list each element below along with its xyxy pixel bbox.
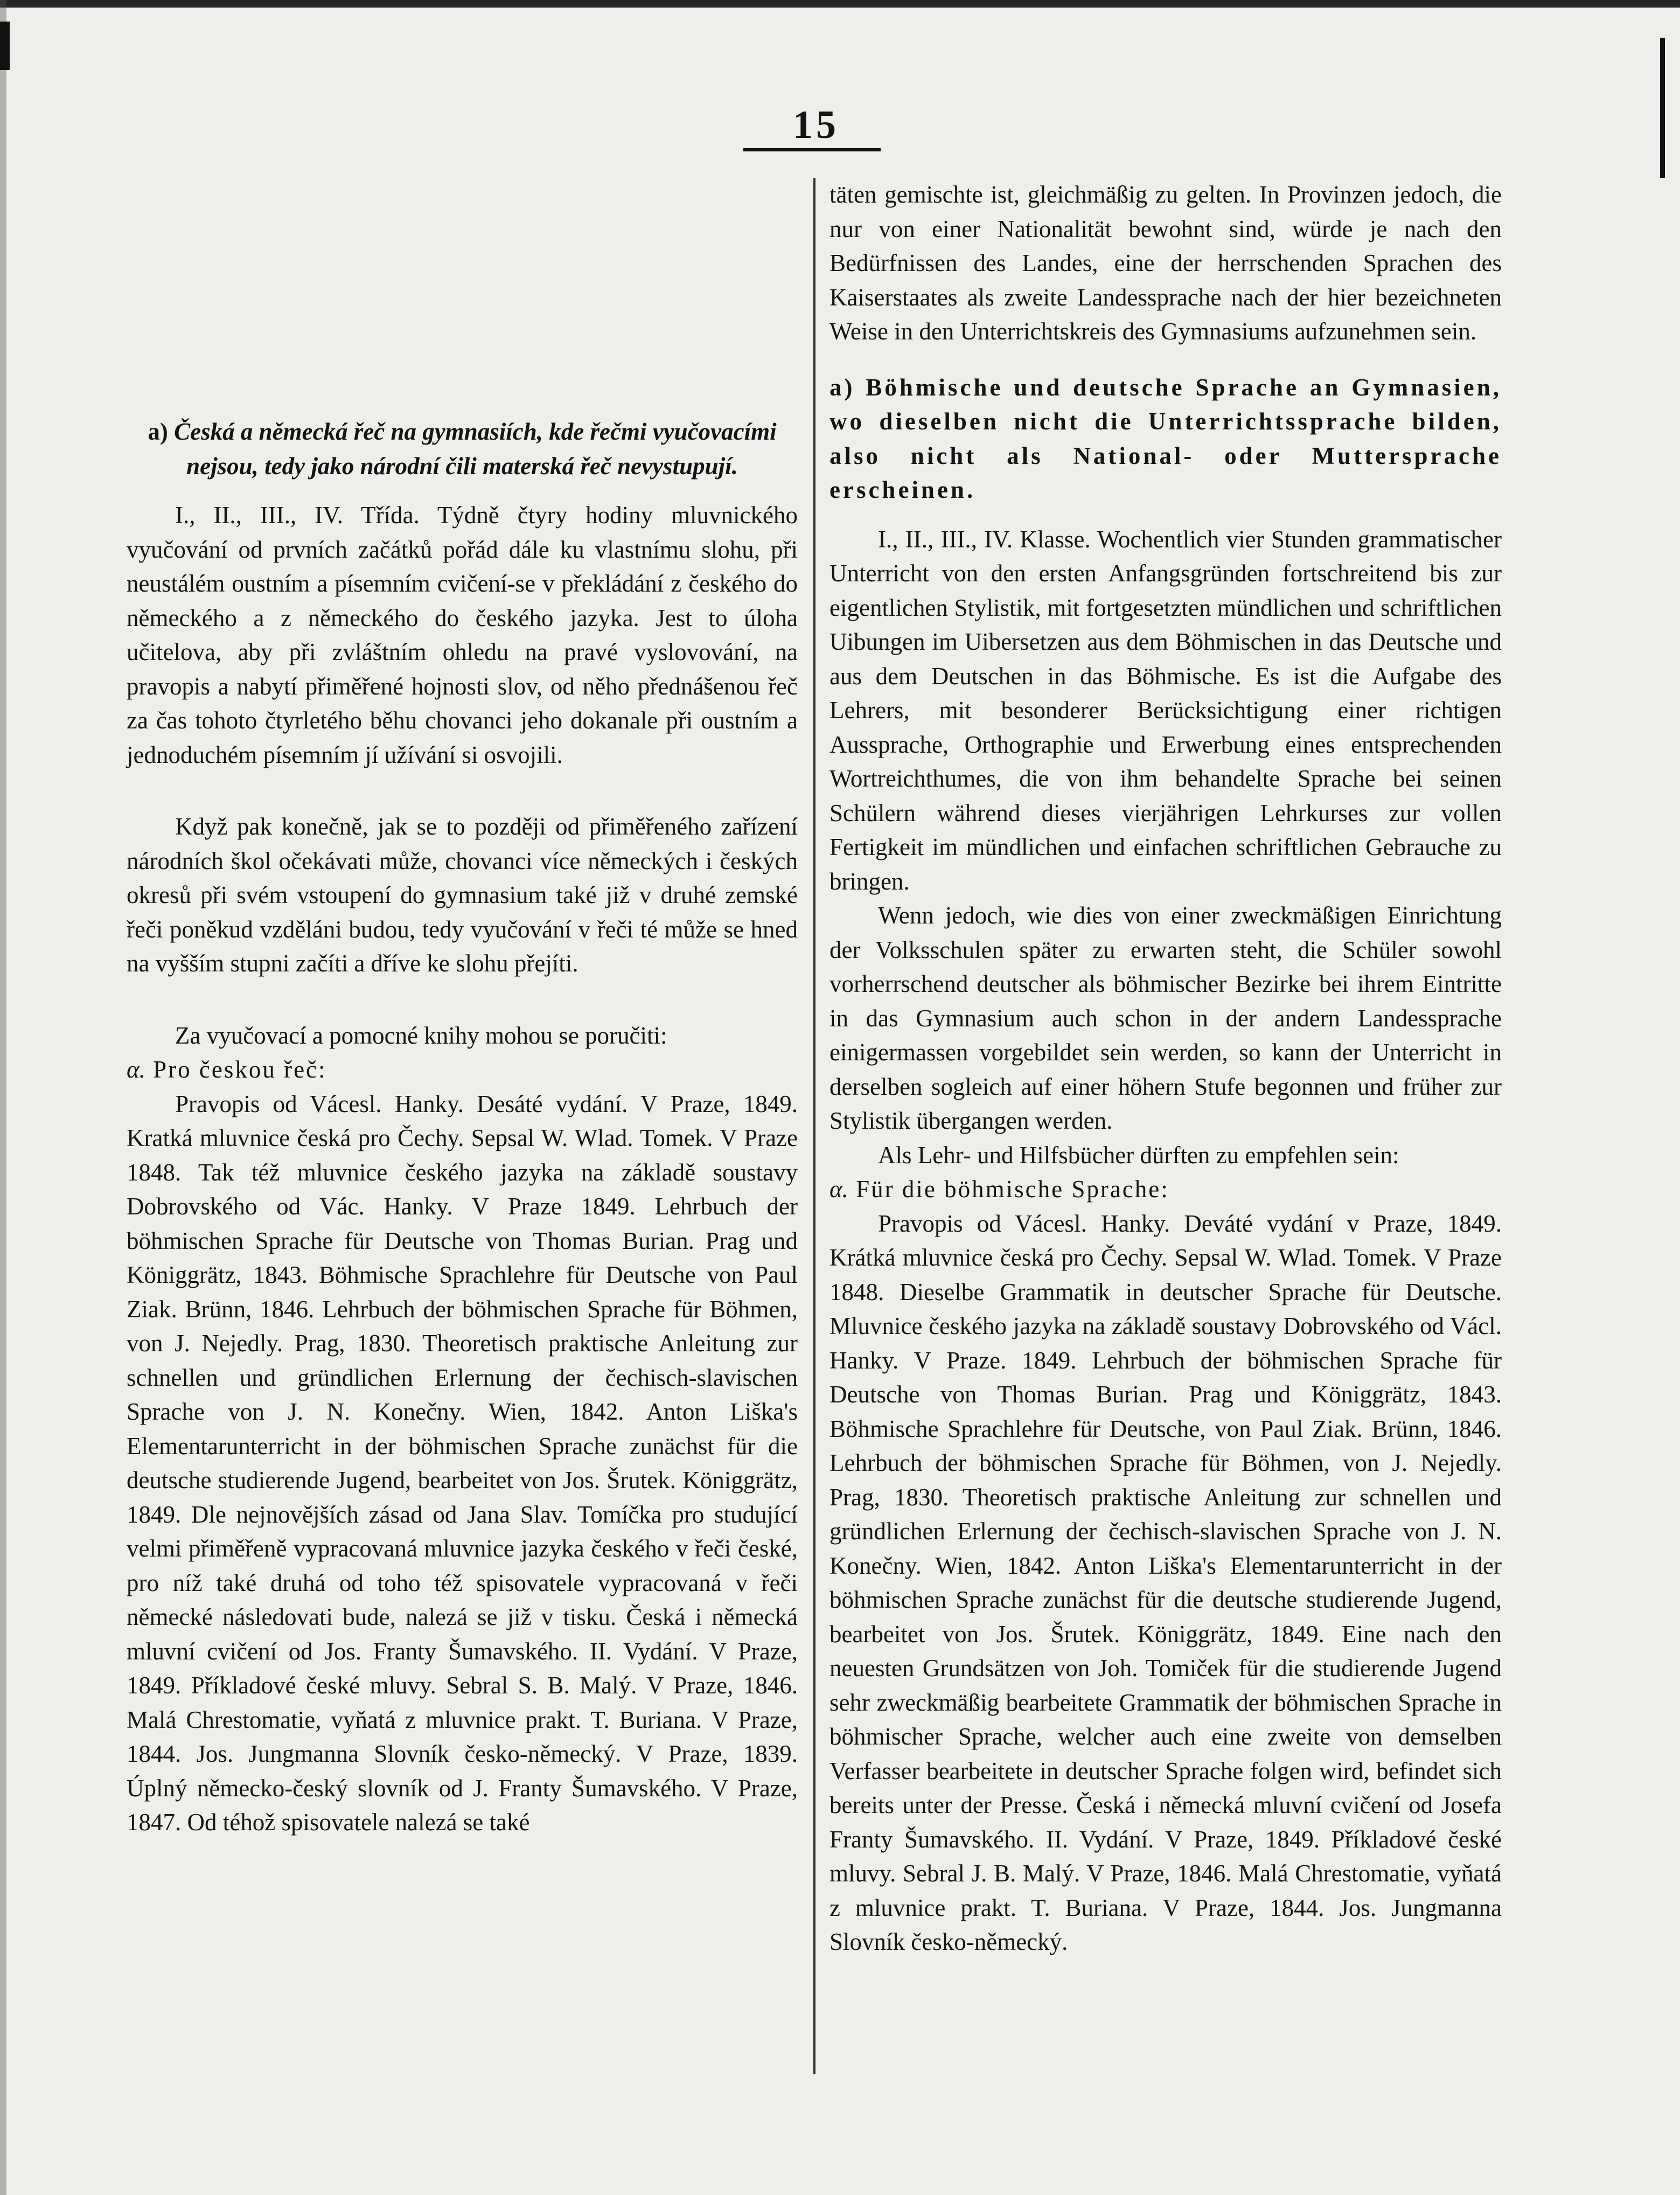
left-books-section-title	[127, 1053, 798, 1087]
left-column	[127, 415, 798, 1840]
left-heading-text: Česká a německá řeč na gymnasiích, kde řečmi vyučovacími nejsou, tedy jako národní čili materská řeč nevystupují.	[174, 418, 777, 480]
right-paragraph-2: Wenn jedoch, wie dies von einer zweckmäßigen Einrichtung der Volksschulen später zu erwarten steht, die Schüler sowohl vorherrschend deutscher als böhmischer Bezirke bei ihrem Eintritte in das Gymnasium auch schon in der andern Landessprache einigermassen vorgebildet sein werden, so kann der Unterricht in derselben sogleich auf einer höhern Stufe begonnen und früher zur Stylistik übergangen werden.	[829, 902, 1502, 1134]
right-paragraph-1: I., II., III., IV. Klasse. Wochentlich vier Stunden grammatischer Unterricht von den ersten Anfangsgründen fortschreitend bis zur eigentlichen Stylistik, mit fortgesetzten mündlichen und schriftlichen Uibungen im Uibersetzen aus dem Böhmischen in das Deutsche und aus dem Deutschen in das Böhmische. Es ist die Aufgabe des Lehrers, mit besonderer Berücksichtigung einer richtigen Aussprache, Orthographie und Erwerbung eines entsprechenden Wortreichthumes, die von ihm behandelte Sprache bei seinen Schülern während dieses vierjährigen Lehrkurses zur vollen Fertigkeit im mündlichen und einfachen schriftlichen Gebrauche zu bringen.	[829, 525, 1502, 895]
right-intro-paragraph: täten gemischte ist, gleichmäßig zu gelten. In Provinzen jedoch, die nur von einer Nationalität bewohnt sind, würde je nach den Bedürfnissen des Landes, eine der herrschenden Sprachen des Kaiserstaates als zweite Landessprache nach der hier bezeichneten Weise in den Unterrichtskreis des Gymnasiums aufzunehmen sein.	[829, 181, 1502, 345]
binding-mark-right	[1660, 38, 1665, 178]
right-books-intro: Als Lehr- und Hilfsbücher dürften zu empfehlen sein:	[878, 1141, 1399, 1169]
left-books-intro: Za vyučovací a pomocné knihy mohou se poručiti:	[175, 1022, 667, 1049]
left-paragraph-2: Když pak konečně, jak se to později od přiměřeného zařízení národních škol očekávati může, chovanci více německých i českých okresů při svém vstoupení do gymnasium také již v druhé zemské řeči poněkud vzděláni budou, tedy vyučování v řeči té může se hned na vyšším stupni začíti a dříve ke slohu přejíti.	[127, 813, 798, 977]
left-section-heading	[127, 415, 798, 483]
bleed-through-text	[127, 178, 800, 383]
binding-mark-left	[0, 22, 10, 70]
page-number: 15	[793, 103, 839, 147]
column-divider	[813, 178, 815, 2074]
right-section-alpha: α.	[829, 1176, 848, 1203]
scan-edge-left	[0, 0, 6, 2195]
left-section-title-text: Pro českou řeč:	[153, 1056, 327, 1083]
right-section-heading: a) Böhmische und deutsche Sprache an Gymnasien, wo dieselben nicht die Unterrichtssprache bilden, also nicht als National- oder Muttersprache erscheinen.	[829, 373, 1502, 503]
right-column	[829, 178, 1502, 1960]
right-section-title-text: Für die böhmische Sprache:	[856, 1176, 1169, 1203]
left-heading-prefix: a)	[148, 418, 168, 445]
right-books-section-title	[829, 1172, 1502, 1207]
right-books-list: Pravopis od Vácesl. Hanky. Deváté vydání v Praze, 1849. Krátká mluvnice česká pro Čechy. Sepsal W. Wlad. Tomek. V Praze 1848. Dieselbe Grammatik in deutscher Sprache für Deutsche. Mluvnice českého jazyka na základě soustavy Dobrovského od Václ. Hanky. V Praze. 1849. Lehrbuch der böhmischen Sprache für Deutsche von Thomas Burian. Prag und Königgrätz, 1843. Böhmische Sprachlehre für Deutsche, von Paul Ziak. Brünn, 1846. Lehrbuch der böhmischen Sprache für Böhmen, von J. Nejedly. Prag, 1830. Theoretisch praktische Anleitung zur schnellen und gründlichen Erlernung der čechisch-slavischen Sprache von J. N. Konečny. Wien, 1842. Anton Liška's Elementarunterricht in der böhmischen Sprache zunächst für die deutsche studierende Jugend, bearbeitet von Jos. Šrutek. Königgrätz, 1849. Eine nach den neuesten Grundsätzen von Joh. Tomiček für die studierende Jugend sehr zweckmäßig bearbeitete Grammatik der böhmischen Sprache in böhmischer Sprache, welcher auch eine zweite von demselben Verfasser bearbeitete in deutscher Sprache folgen wird, befindet sich bereits unter der Presse. Česká i německá mluvní cvičení od Josefa Franty Šumavského. II. Vydání. V Praze, 1849. Příkladové české mluvy. Sebral J. B. Malý. V Praze, 1846. Malá Chrestomatie, vyňatá z mluvnice prakt. T. Buriana. V Praze, 1844. Jos. Jungmanna Slovník česko-německý.	[829, 1210, 1502, 1955]
scan-edge-top	[0, 0, 1680, 8]
left-section-alpha: α.	[127, 1056, 145, 1083]
left-paragraph-1: I., II., III., IV. Třída. Týdně čtyry hodiny mluvnického vyučování od prvních začátků pořád dále ku vlastnímu slohu, při neustálém oustním a písemním cvičení-se v překládání z českého do německého a z německého do českého jazyka. Jest to úloha učitelova, aby při zvláštním ohledu na pravé vyslovování, na pravopis a nabytí přiměřené hojnosti slov, od něho přednášenou řeč za čas tohoto čtyrletého běhu chovanci jeho dokanale při oustním a jednoduchém písemním jí užívání si osvojili.	[127, 502, 798, 768]
page-number-rule	[743, 148, 881, 151]
left-books-list: Pravopis od Vácesl. Hanky. Desáté vydání. V Praze, 1849. Kratká mluvnice česká pro Čechy. Sepsal W. Wlad. Tomek. V Praze 1848. Tak též mluvnice českého jazyka na základě soustavy Dobrovského od Vác. Hanky. V Praze 1849. Lehrbuch der böhmischen Sprache für Deutsche von Thomas Burian. Prag und Königgrätz, 1843. Böhmische Sprachlehre für Deutsche von Paul Ziak. Brünn, 1846. Lehrbuch der böhmischen Sprache für Böhmen, von J. Nejedly. Prag, 1830. Theoretisch praktische Anleitung zur schnellen und gründlichen Erlernung der čechisch-slavischen Sprache von J. N. Konečny. Wien, 1842. Anton Liška's Elementarunterricht in der böhmischen Sprache zunächst für die deutsche studierende Jugend, bearbeitet von Jos. Šrutek. Königgrätz, 1849. Dle nejnovějších zásad od Jana Slav. Tomíčka pro studující velmi přiměřeně vypracovaná mluvnice jazyka českého v řeči české, pro níž také druhá od toho též spisovatele vypracovaná v řeči německé následovati bude, nalezá se již v tisku. Česká i německá mluvní cvičení od Jos. Franty Šumavského. II. Vydání. V Praze, 1849. Příkladové české mluvy. Sebral S. B. Malý. V Praze, 1846. Malá Chrestomatie, vyňatá z mluvnice prakt. T. Buriana. V Praze, 1844. Jos. Jungmanna Slovník česko-německý. V Praze, 1839. Úplný německo-český slovník od J. Franty Šumavského. V Praze, 1847. Od téhož spisovatele nalezá se také	[127, 1090, 798, 1836]
